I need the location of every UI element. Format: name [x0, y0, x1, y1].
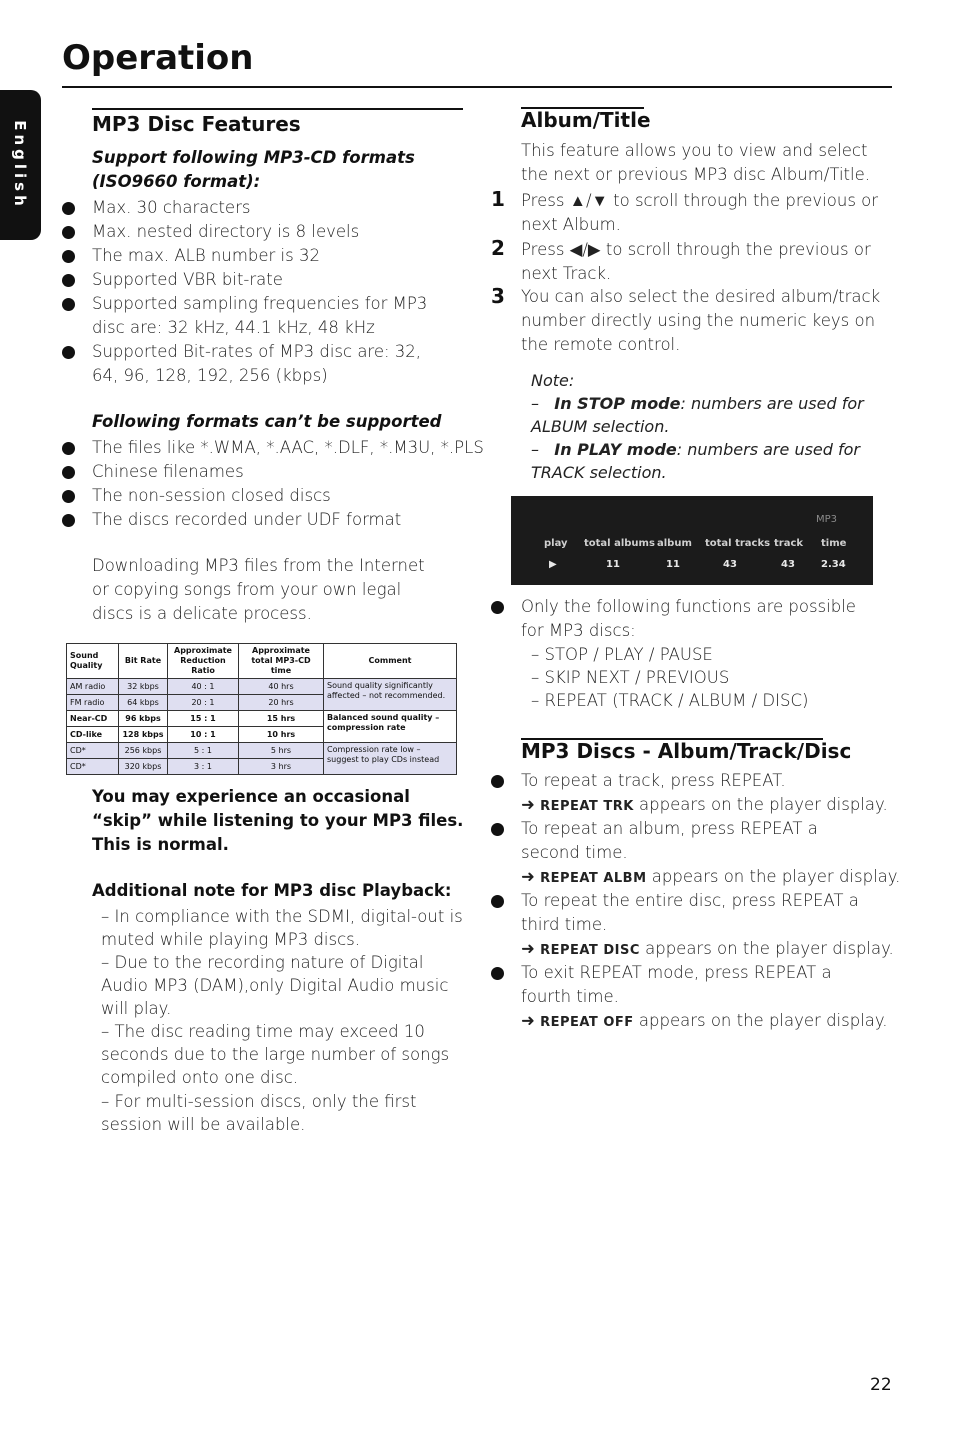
- additional-item: – For multi-session discs, only the first session will be available.: [101, 1092, 417, 1134]
- bullet: [62, 346, 75, 359]
- additional-heading: Additional note for MP3 disc Playback:: [92, 881, 452, 900]
- cell-bitrate: 320 kbps: [119, 759, 168, 775]
- table-header: Bit Rate: [119, 644, 168, 679]
- repeat-item: To repeat a track, press REPEAT.: [521, 771, 786, 790]
- note-line: [531, 438, 896, 484]
- cell-ratio: 40 : 1: [168, 679, 239, 695]
- additional-item: – In compliance with the SDMI, digital-out is muted while playing MP3 discs.: [101, 907, 463, 949]
- cell-bitrate: 128 kbps: [119, 727, 168, 743]
- additional-item: – The disc reading time may exceed 10 seconds due to the large number of songs compiled onto one disc.: [101, 1022, 450, 1087]
- supported-item: Supported sampling frequencies for MP3 disc are: 32 kHz, 44.1 kHz, 48 kHz: [92, 294, 428, 337]
- skip-note: You may experience an occasional “skip” while listening to your MP3 files. This is normal.: [92, 787, 464, 854]
- table-header: Comment: [324, 644, 457, 679]
- bullet: [62, 274, 75, 287]
- cell-ratio: 10 : 1: [168, 727, 239, 743]
- cell-comment: Sound quality significantly affected – not recommended.: [324, 679, 457, 711]
- bullet: [62, 298, 75, 311]
- step-text: Press ◀/▶ to scroll through the previous or next Track.: [521, 240, 871, 283]
- page-title: Operation: [62, 38, 254, 78]
- display-text: REPEAT OFF: [540, 1015, 634, 1030]
- note-label: Note:: [531, 371, 575, 390]
- cell-comment: Compression rate low – suggest to play CDs instead: [324, 743, 457, 775]
- page-number: 22: [870, 1375, 892, 1395]
- step-text: You can also select the desired album/track number directly using the numeric keys on the remote control.: [521, 287, 881, 354]
- result-suffix: appears on the player display.: [639, 795, 888, 814]
- player-display: [511, 496, 873, 585]
- unsupported-item: The non-session closed discs: [92, 486, 331, 505]
- section-rule: [92, 108, 463, 110]
- step-number: 2: [491, 236, 505, 260]
- note-bold: In STOP mode: [554, 394, 681, 413]
- supported-item: Supported Bit-rates of MP3 disc are: 32, 64, 96, 128, 192, 256 (kbps): [92, 342, 422, 385]
- title-rule: [62, 86, 892, 88]
- functions-intro: Only the following functions are possible for MP3 discs:: [521, 597, 856, 640]
- display-text: REPEAT DISC: [540, 943, 640, 958]
- cell-bitrate: 96 kbps: [119, 711, 168, 727]
- cell-bitrate: 64 kbps: [119, 695, 168, 711]
- display-label: total tracks: [705, 538, 771, 549]
- step-number: 3: [491, 284, 505, 308]
- display-tag: MP3: [816, 514, 838, 525]
- display-label: total albums: [584, 538, 655, 549]
- display-value: 43: [781, 559, 795, 570]
- unsupported-item: The files like *.WMA, *.AAC, *.DLF, *.M3U, *.PLS: [92, 438, 484, 457]
- arrow-icon: ➜: [521, 795, 535, 814]
- note-rest: : numbers are used for TRACK selection.: [531, 440, 860, 482]
- repeat-item: To repeat an album, press REPEAT a second time.: [521, 819, 818, 862]
- cell-quality: CD-like: [67, 727, 119, 743]
- cell-ratio: 20 : 1: [168, 695, 239, 711]
- supported-item: Max. nested directory is 8 levels: [92, 222, 360, 241]
- table-row: [67, 679, 457, 695]
- bullet: [62, 490, 75, 503]
- repeat-result: [521, 865, 901, 891]
- unsupported-heading: Following formats can’t be supported: [92, 412, 442, 431]
- function-item: – REPEAT (TRACK / ALBUM / DISC): [531, 691, 809, 710]
- repeat-heading: MP3 Discs - Album/Track/Disc: [521, 739, 852, 763]
- arrow-icon: ➜: [521, 1011, 535, 1030]
- bullet: [491, 895, 504, 908]
- table-header: Approximate total MP3-CD time: [239, 644, 324, 679]
- function-item: – STOP / PLAY / PAUSE: [531, 645, 713, 664]
- cell-time: 3 hrs: [239, 759, 324, 775]
- display-text: REPEAT ALBM: [540, 871, 647, 886]
- note-dash: –: [531, 394, 539, 413]
- bullet: [62, 514, 75, 527]
- download-note: Downloading MP3 files from the Internet or copying songs from your own legal discs is a delicate process.: [92, 556, 425, 623]
- display-value: 11: [606, 559, 620, 570]
- display-text: REPEAT TRK: [540, 799, 634, 814]
- bullet: [491, 601, 504, 614]
- cell-quality: CD*: [67, 743, 119, 759]
- unsupported-item: Chinese filenames: [92, 462, 244, 481]
- cell-time: 5 hrs: [239, 743, 324, 759]
- note-rest: : numbers are used for ALBUM selection.: [531, 394, 864, 436]
- language-tab-label: English: [11, 120, 29, 210]
- display-label: play: [544, 538, 568, 549]
- cell-quality: Near-CD: [67, 711, 119, 727]
- bullet: [62, 442, 75, 455]
- unsupported-item: The discs recorded under UDF format: [92, 510, 402, 529]
- bullet: [62, 250, 75, 263]
- note-bold: In PLAY mode: [554, 440, 677, 459]
- supported-heading: Support following MP3-CD formats (ISO9660 format):: [92, 148, 415, 191]
- supported-item: Max. 30 characters: [92, 198, 251, 217]
- bullet: [491, 823, 504, 836]
- cell-quality: FM radio: [67, 695, 119, 711]
- result-suffix: appears on the player display.: [638, 1011, 888, 1030]
- supported-item: The max. ALB number is 32: [92, 246, 320, 265]
- bullet: [491, 967, 504, 980]
- table-header: Approximate Reduction Ratio: [168, 644, 239, 679]
- album-title-heading: Album/Title: [521, 108, 651, 132]
- bitrate-table: [66, 643, 457, 775]
- repeat-result: [521, 937, 894, 963]
- repeat-result: [521, 1009, 891, 1035]
- repeat-item: To exit REPEAT mode, press REPEAT a fourth time.: [521, 963, 832, 1006]
- display-label: time: [821, 538, 847, 549]
- cell-bitrate: 32 kbps: [119, 679, 168, 695]
- table-row: [67, 711, 457, 727]
- display-value: 11: [666, 559, 680, 570]
- repeat-item: To repeat the entire disc, press REPEAT a third time.: [521, 891, 859, 934]
- bullet: [491, 775, 504, 788]
- display-label: track: [774, 538, 804, 549]
- result-suffix: appears on the player display.: [651, 867, 901, 886]
- cell-ratio: 3 : 1: [168, 759, 239, 775]
- cell-time: 20 hrs: [239, 695, 324, 711]
- bullet: [62, 202, 75, 215]
- result-suffix: appears on the player display.: [645, 939, 894, 958]
- display-label: album: [657, 538, 692, 549]
- function-item: – SKIP NEXT / PREVIOUS: [531, 668, 730, 687]
- bullet: [62, 466, 75, 479]
- step-number: 1: [491, 187, 505, 211]
- note-line: [531, 392, 896, 438]
- mp3-features-heading: MP3 Disc Features: [92, 112, 301, 136]
- cell-quality: CD*: [67, 759, 119, 775]
- cell-time: 10 hrs: [239, 727, 324, 743]
- table-row: [67, 743, 457, 759]
- repeat-result: [521, 793, 891, 819]
- cell-comment: Balanced sound quality – compression rate: [324, 711, 457, 743]
- cell-time: 15 hrs: [239, 711, 324, 727]
- table-header: Sound Quality: [67, 644, 119, 679]
- display-play-icon: ▶: [549, 559, 557, 570]
- display-value: 2.34: [821, 559, 846, 570]
- cell-ratio: 15 : 1: [168, 711, 239, 727]
- cell-quality: AM radio: [67, 679, 119, 695]
- arrow-icon: ➜: [521, 939, 535, 958]
- bullet: [62, 226, 75, 239]
- arrow-icon: ➜: [521, 867, 535, 886]
- album-intro: This feature allows you to view and select the next or previous MP3 disc Album/Title.: [521, 141, 870, 184]
- cell-ratio: 5 : 1: [168, 743, 239, 759]
- cell-time: 40 hrs: [239, 679, 324, 695]
- note-dash: –: [531, 440, 539, 459]
- display-value: 43: [723, 559, 737, 570]
- additional-item: – Due to the recording nature of Digital Audio MP3 (DAM),only Digital Audio music will play.: [101, 953, 449, 1018]
- step-text: Press ▲/▼ to scroll through the previous or next Album.: [521, 191, 879, 234]
- supported-item: Supported VBR bit-rate: [92, 270, 283, 289]
- cell-bitrate: 256 kbps: [119, 743, 168, 759]
